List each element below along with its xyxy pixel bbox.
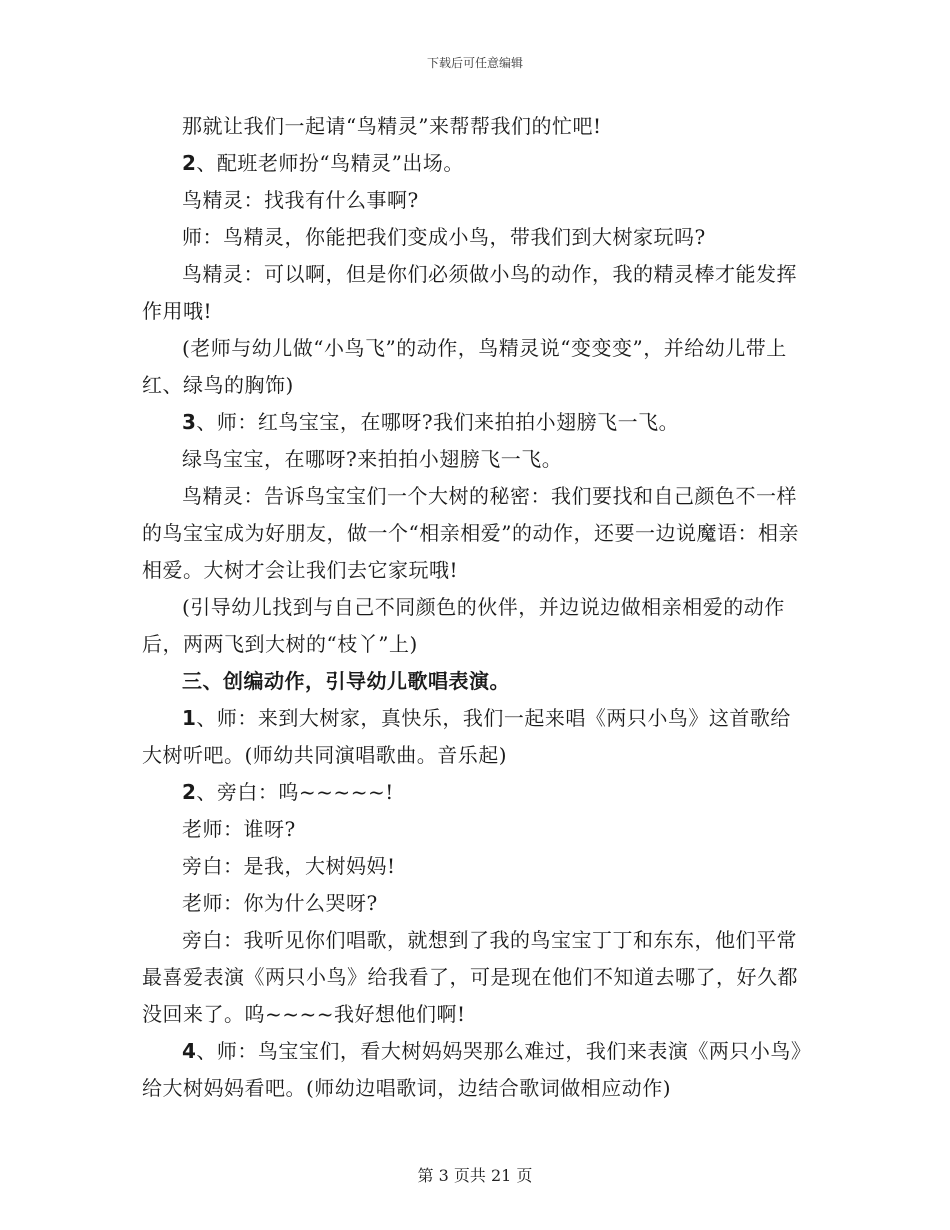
paragraph xyxy=(142,700,802,774)
paragraph-text: 旁白：是我，大树妈妈! xyxy=(182,854,396,878)
item-number: 3 xyxy=(182,410,197,434)
paragraph xyxy=(142,256,802,330)
paragraph-text: 那就让我们一起请“鸟精灵”来帮帮我们的忙吧! xyxy=(182,114,602,138)
item-number: 2 xyxy=(182,151,197,175)
paragraph xyxy=(142,774,802,811)
paragraph-text: 、旁白：呜~~~~~! xyxy=(196,780,394,804)
paragraph-text: 老师：谁呀? xyxy=(182,817,296,841)
paragraph xyxy=(142,404,802,441)
paragraph xyxy=(142,219,802,256)
paragraph xyxy=(142,330,802,404)
page-header: 下载后可任意编辑 xyxy=(426,56,523,70)
item-number: 1 xyxy=(182,706,197,730)
paragraph xyxy=(142,848,802,885)
paragraph xyxy=(142,922,802,1033)
paragraph xyxy=(142,108,802,145)
paragraph xyxy=(142,441,802,478)
paragraph-text: 旁白：我听见你们唱歌，就想到了我的鸟宝宝丁丁和东东，他们平常最喜爱表演《两只小鸟》给我看了，可是现在他们不知道去哪了，好久都没回来了。呜~~~~我好想他们啊! xyxy=(142,928,798,1026)
paragraph-text: 鸟精灵：可以啊，但是你们必须做小鸟的动作，我的精灵棒才能发挥作用哦! xyxy=(142,262,797,323)
paragraph xyxy=(142,1033,802,1107)
paragraph-text: 、师：来到大树家，真快乐，我们一起来唱《两只小鸟》这首歌给大树听吧。(师幼共同演唱歌曲。音乐起) xyxy=(142,706,791,767)
paragraph xyxy=(142,811,802,848)
item-number: 2 xyxy=(182,780,197,804)
heading-text: 三、创编动作，引导幼儿歌唱表演。 xyxy=(182,669,510,693)
paragraph xyxy=(142,182,802,219)
paragraph-text: 、师：鸟宝宝们，看大树妈妈哭那么难过，我们来表演《两只小鸟》给大树妈妈看吧。(师幼边唱歌词，边结合歌词做相应动作) xyxy=(142,1039,802,1100)
item-number: 4 xyxy=(182,1039,197,1063)
paragraph xyxy=(142,145,802,182)
section-heading xyxy=(142,663,802,700)
paragraph-text: 绿鸟宝宝，在哪呀?来拍拍小翅膀飞一飞。 xyxy=(182,447,563,471)
paragraph-text: 师：鸟精灵，你能把我们变成小鸟，带我们到大树家玩吗? xyxy=(182,225,706,249)
paragraph-text: 、师：红鸟宝宝，在哪呀?我们来拍拍小翅膀飞一飞。 xyxy=(196,410,680,434)
paragraph xyxy=(142,589,802,663)
paragraph xyxy=(142,478,802,589)
paragraph-text: 鸟精灵：告诉鸟宝宝们一个大树的秘密：我们要找和自己颜色不一样的鸟宝宝成为好朋友，做一个“相亲相爱”的动作，还要一边说魔语：相亲相爱。大树才会让我们去它家玩哦! xyxy=(142,484,799,582)
paragraph-text: (引导幼儿找到与自己不同颜色的伙伴，并边说边做相亲相爱的动作后，两两飞到大树的“枝丫”上) xyxy=(142,595,785,656)
paragraph-text: 鸟精灵：找我有什么事啊? xyxy=(182,188,419,212)
paragraph-text: (老师与幼儿做“小鸟飞”的动作，鸟精灵说“变变变”，并给幼儿带上红、绿鸟的胸饰) xyxy=(142,336,787,397)
document-body xyxy=(142,108,802,1107)
paragraph xyxy=(142,885,802,922)
page-footer: 第 3 页共 21 页 xyxy=(417,1166,533,1185)
paragraph-text: 、配班老师扮“鸟精灵”出场。 xyxy=(196,151,464,175)
paragraph-text: 老师：你为什么哭呀? xyxy=(182,891,378,915)
